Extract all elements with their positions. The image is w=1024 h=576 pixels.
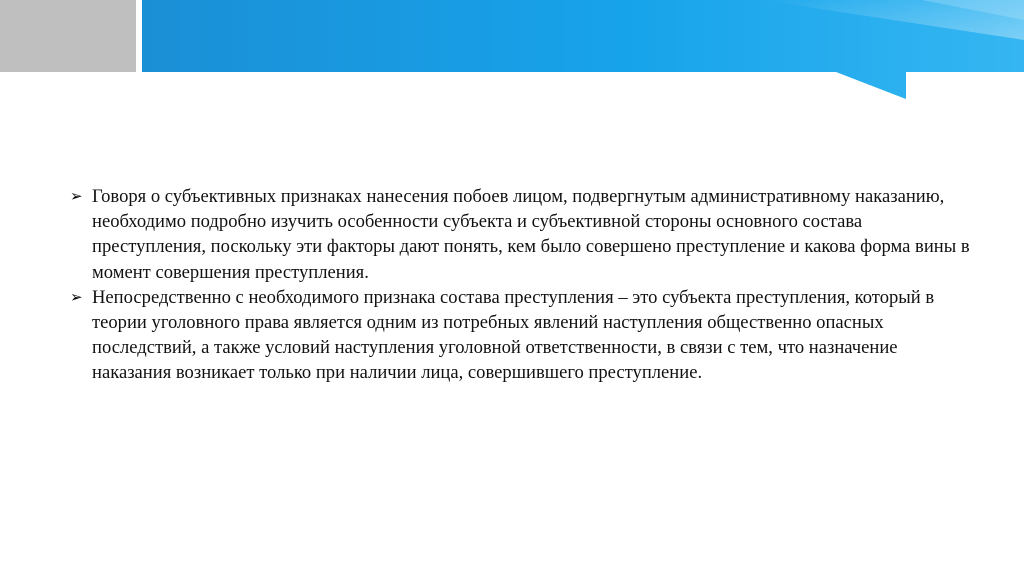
bullet-item [70, 184, 975, 285]
arrowhead-bullet-icon: ➢ [70, 287, 83, 306]
bullet-item [70, 285, 975, 386]
blue-header-banner [142, 0, 1024, 100]
bullet-list [70, 184, 975, 386]
arrowhead-bullet-icon: ➢ [70, 187, 83, 205]
gray-header-block [0, 0, 136, 72]
bullet-text: Непосредственно с необходимого признака состава преступления – это субъекта преступления, который в теории уголовного права является одним из потребных явлений наступления общественно опасных последствий, а также условий наступления уголовной ответственности, в связи с тем, что назначение наказания возникает только при наличии лица, совершившего преступление. [92, 286, 935, 384]
bullet-text: Говоря о субъективных признаках нанесения побоев лицом, подвергнутым административному наказанию, необходимо подробно изучить особенности субъекта и субъективной стороны основного состава преступления, поскольку эти факторы дают понять, кем было совершено преступление и какова форма вины в момент совершения преступления. [92, 186, 970, 283]
